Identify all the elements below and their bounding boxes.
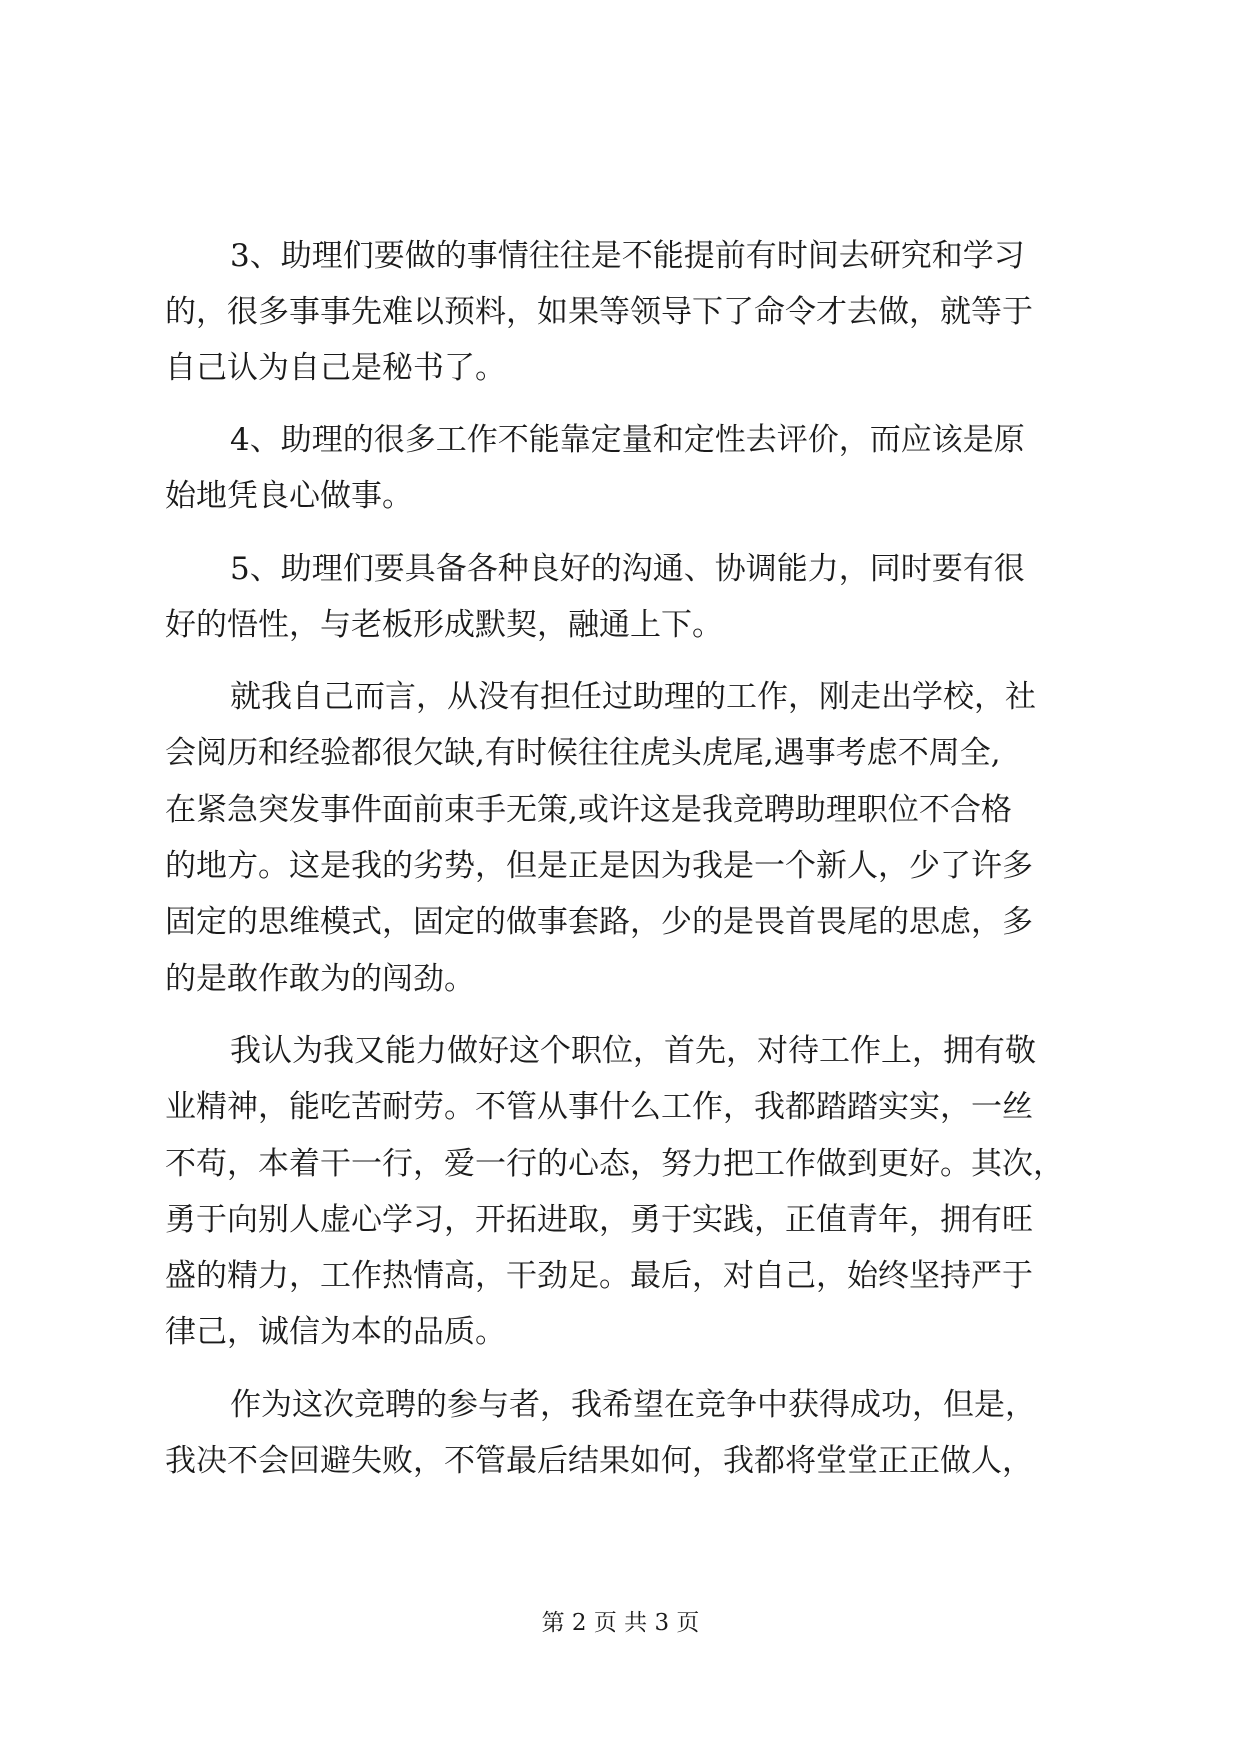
text-line: 的是敢作敢为的闯劲。 <box>165 961 475 997</box>
text-line: 固定的思维模式，固定的做事套路，少的是畏首畏尾的思虑，多 <box>165 904 1033 940</box>
text-line: 4、助理的很多工作不能靠定量和定性去评价，而应该是原 <box>230 422 1025 458</box>
text-line: 勇于向别人虚心学习，开拓进取，勇于实践，正值青年，拥有旺 <box>165 1202 1033 1238</box>
text-line: 不苟，本着干一行，爱一行的心态，努力把工作做到更好。其次， <box>165 1146 1064 1182</box>
text-line: 在紧急突发事件面前束手无策,或许这是我竞聘助理职位不合格 <box>165 792 1012 828</box>
text-line: 会阅历和经验都很欠缺,有时候往往虎头虎尾,遇事考虑不周全, <box>165 735 1001 771</box>
text-line: 自己认为自己是秘书了。 <box>165 350 506 386</box>
text-line: 3、助理们要做的事情往往是不能提前有时间去研究和学习 <box>230 238 1025 274</box>
text-line: 我决不会回避失败，不管最后结果如何，我都将堂堂正正做人， <box>165 1443 1033 1479</box>
text-line: 业精神，能吃苦耐劳。不管从事什么工作，我都踏踏实实，一丝 <box>165 1089 1033 1125</box>
text-line: 律己，诚信为本的品质。 <box>165 1314 506 1350</box>
text-line: 盛的精力，工作热情高，干劲足。最后，对自己，始终坚持严于 <box>165 1258 1033 1294</box>
text-line: 就我自己而言，从没有担任过助理的工作，刚走出学校，社 <box>230 679 1036 715</box>
page-footer: 第 2 页 共 3 页 <box>541 1610 700 1636</box>
text-line: 我认为我又能力做好这个职位，首先，对待工作上，拥有敬 <box>230 1033 1036 1069</box>
text-line: 的，很多事事先难以预料，如果等领导下了命令才去做，就等于 <box>165 294 1033 330</box>
text-line: 始地凭良心做事。 <box>165 478 413 514</box>
text-line: 5、助理们要具备各种良好的沟通、协调能力，同时要有很 <box>230 551 1025 587</box>
text-line: 好的悟性，与老板形成默契，融通上下。 <box>165 607 723 643</box>
text-line: 作为这次竞聘的参与者，我希望在竞争中获得成功，但是， <box>230 1387 1036 1423</box>
text-line: 的地方。这是我的劣势，但是正是因为我是一个新人，少了许多 <box>165 848 1033 884</box>
